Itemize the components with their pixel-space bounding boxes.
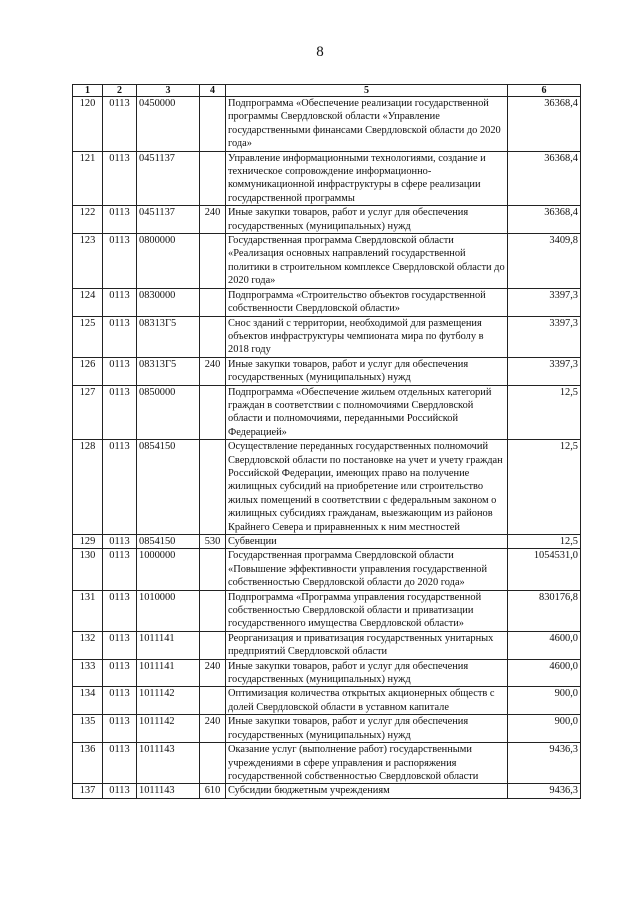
table-row	[73, 535, 581, 549]
target-article-cell: 1011143	[137, 784, 200, 798]
name-cell: Государственная программа Свердловской области «Реализация основных направлений государственной политики в строительном комплексе Свердловской области до 2020 года»	[226, 234, 508, 289]
row-number-cell: 123	[73, 234, 103, 289]
name-cell: Реорганизация и приватизация государственных унитарных предприятий Свердловской области	[226, 631, 508, 659]
name-cell: Иные закупки товаров, работ и услуг для обеспечения государственных (муниципальных) нужд	[226, 206, 508, 234]
target-article-cell: 0830000	[137, 288, 200, 316]
name-cell: Оптимизация количества открытых акционерных обществ с долей Свердловской области в уставном капитале	[226, 687, 508, 715]
amount-cell: 3397,3	[508, 357, 581, 385]
expense-type-cell	[200, 97, 226, 152]
name-cell: Подпрограмма «Обеспечение реализации государственной программы Свердловской области «Управление государственными финансами Свердловской области до 2020 года»	[226, 97, 508, 152]
row-number-cell: 124	[73, 288, 103, 316]
table-row	[73, 357, 581, 385]
target-article-cell: 0854150	[137, 535, 200, 549]
target-article-cell: 0800000	[137, 234, 200, 289]
expense-type-cell	[200, 440, 226, 535]
name-cell: Подпрограмма «Строительство объектов государственной собственности Свердловской области»	[226, 288, 508, 316]
amount-cell: 36368,4	[508, 206, 581, 234]
name-cell: Субвенции	[226, 535, 508, 549]
expense-type-cell: 610	[200, 784, 226, 798]
target-article-cell: 1000000	[137, 549, 200, 590]
row-number-cell: 132	[73, 631, 103, 659]
section-code-cell: 0113	[103, 316, 137, 357]
target-article-cell: 1011141	[137, 659, 200, 687]
amount-cell: 3397,3	[508, 316, 581, 357]
row-number-cell: 137	[73, 784, 103, 798]
name-cell: Иные закупки товаров, работ и услуг для обеспечения государственных (муниципальных) нужд	[226, 357, 508, 385]
section-code-cell: 0113	[103, 743, 137, 784]
section-code-cell: 0113	[103, 97, 137, 152]
name-cell: Снос зданий с территории, необходимой для размещения объектов инфраструктуры чемпионата мира по футболу в 2018 году	[226, 316, 508, 357]
section-code-cell: 0113	[103, 206, 137, 234]
header-col-4: 4	[200, 85, 226, 97]
table-row	[73, 631, 581, 659]
table-row	[73, 440, 581, 535]
target-article-cell: 08313Г5	[137, 316, 200, 357]
section-code-cell: 0113	[103, 234, 137, 289]
amount-cell: 4600,0	[508, 659, 581, 687]
expense-type-cell	[200, 687, 226, 715]
section-code-cell: 0113	[103, 784, 137, 798]
table-row	[73, 715, 581, 743]
section-code-cell: 0113	[103, 687, 137, 715]
table-body	[73, 97, 581, 799]
section-code-cell: 0113	[103, 385, 137, 440]
table-row	[73, 687, 581, 715]
amount-cell: 12,5	[508, 535, 581, 549]
row-number-cell: 136	[73, 743, 103, 784]
amount-cell: 900,0	[508, 715, 581, 743]
row-number-cell: 128	[73, 440, 103, 535]
expense-type-cell	[200, 316, 226, 357]
section-code-cell: 0113	[103, 590, 137, 631]
expense-type-cell	[200, 549, 226, 590]
table-row	[73, 234, 581, 289]
expense-type-cell	[200, 631, 226, 659]
target-article-cell: 08313Г5	[137, 357, 200, 385]
table-row	[73, 288, 581, 316]
row-number-cell: 122	[73, 206, 103, 234]
row-number-cell: 126	[73, 357, 103, 385]
amount-cell: 12,5	[508, 440, 581, 535]
header-col-2: 2	[103, 85, 137, 97]
budget-table	[72, 84, 581, 799]
table-row	[73, 743, 581, 784]
expense-type-cell	[200, 590, 226, 631]
target-article-cell: 0450000	[137, 97, 200, 152]
table-row	[73, 590, 581, 631]
name-cell: Подпрограмма «Программа управления государственной собственностью Свердловской области и приватизации государственного имущества Свердловской области»	[226, 590, 508, 631]
target-article-cell: 1011141	[137, 631, 200, 659]
target-article-cell: 1011142	[137, 687, 200, 715]
expense-type-cell	[200, 288, 226, 316]
amount-cell: 36368,4	[508, 97, 581, 152]
name-cell: Подпрограмма «Обеспечение жильем отдельных категорий граждан в соответствии с полномочиями Свердловской области и полномочиями, переданными Российской Федерацией»	[226, 385, 508, 440]
expense-type-cell: 240	[200, 715, 226, 743]
section-code-cell: 0113	[103, 288, 137, 316]
section-code-cell: 0113	[103, 151, 137, 206]
amount-cell: 3397,3	[508, 288, 581, 316]
table-row	[73, 784, 581, 798]
row-number-cell: 130	[73, 549, 103, 590]
name-cell: Государственная программа Свердловской области «Повышение эффективности управления государственной собственностью Свердловской области до 2020 года»	[226, 549, 508, 590]
table-row	[73, 206, 581, 234]
page-number: 8	[316, 44, 324, 60]
name-cell: Управление информационными технологиями, создание и техническое сопровождение информационно-коммуникационной инфраструктуры в сфере реализации государственной программы	[226, 151, 508, 206]
target-article-cell: 1010000	[137, 590, 200, 631]
target-article-cell: 0850000	[137, 385, 200, 440]
row-number-cell: 135	[73, 715, 103, 743]
section-code-cell: 0113	[103, 549, 137, 590]
expense-type-cell	[200, 234, 226, 289]
expense-type-cell: 240	[200, 206, 226, 234]
name-cell: Субсидии бюджетным учреждениям	[226, 784, 508, 798]
header-col-1: 1	[73, 85, 103, 97]
name-cell: Оказание услуг (выполнение работ) государственными учреждениями в сфере управления и распоряжения государственной собственностью Свердловской области	[226, 743, 508, 784]
expense-type-cell	[200, 385, 226, 440]
row-number-cell: 121	[73, 151, 103, 206]
expense-type-cell: 530	[200, 535, 226, 549]
amount-cell: 830176,8	[508, 590, 581, 631]
header-col-3: 3	[137, 85, 200, 97]
row-number-cell: 129	[73, 535, 103, 549]
amount-cell: 9436,3	[508, 784, 581, 798]
expense-type-cell: 240	[200, 659, 226, 687]
name-cell: Иные закупки товаров, работ и услуг для обеспечения государственных (муниципальных) нужд	[226, 659, 508, 687]
table-row	[73, 385, 581, 440]
row-number-cell: 131	[73, 590, 103, 631]
row-number-cell: 133	[73, 659, 103, 687]
table-row	[73, 659, 581, 687]
amount-cell: 9436,3	[508, 743, 581, 784]
row-number-cell: 134	[73, 687, 103, 715]
row-number-cell: 127	[73, 385, 103, 440]
name-cell: Иные закупки товаров, работ и услуг для обеспечения государственных (муниципальных) нужд	[226, 715, 508, 743]
section-code-cell: 0113	[103, 440, 137, 535]
target-article-cell: 1011143	[137, 743, 200, 784]
header-row	[73, 85, 581, 97]
table-row	[73, 316, 581, 357]
amount-cell: 1054531,0	[508, 549, 581, 590]
target-article-cell: 0451137	[137, 151, 200, 206]
table-row	[73, 549, 581, 590]
header-col-5: 5	[226, 85, 508, 97]
row-number-cell: 125	[73, 316, 103, 357]
table-row	[73, 151, 581, 206]
target-article-cell: 0854150	[137, 440, 200, 535]
amount-cell: 3409,8	[508, 234, 581, 289]
section-code-cell: 0113	[103, 631, 137, 659]
expense-type-cell: 240	[200, 357, 226, 385]
section-code-cell: 0113	[103, 715, 137, 743]
name-cell: Осуществление переданных государственных полномочий Свердловской области по постановке на учет и учету граждан Российской Федерации, имеющих право на получение жилищных субсидий на приобретение или строительство жилых помещений в соответствии с федеральным законом о жилищных субсидиях гражданам, выезжающим из районов Крайнего Севера и приравненных к ним местностей	[226, 440, 508, 535]
amount-cell: 36368,4	[508, 151, 581, 206]
target-article-cell: 1011142	[137, 715, 200, 743]
table-row	[73, 97, 581, 152]
expense-type-cell	[200, 743, 226, 784]
amount-cell: 900,0	[508, 687, 581, 715]
amount-cell: 12,5	[508, 385, 581, 440]
section-code-cell: 0113	[103, 535, 137, 549]
target-article-cell: 0451137	[137, 206, 200, 234]
row-number-cell: 120	[73, 97, 103, 152]
expense-type-cell	[200, 151, 226, 206]
section-code-cell: 0113	[103, 659, 137, 687]
header-col-6: 6	[508, 85, 581, 97]
amount-cell: 4600,0	[508, 631, 581, 659]
section-code-cell: 0113	[103, 357, 137, 385]
